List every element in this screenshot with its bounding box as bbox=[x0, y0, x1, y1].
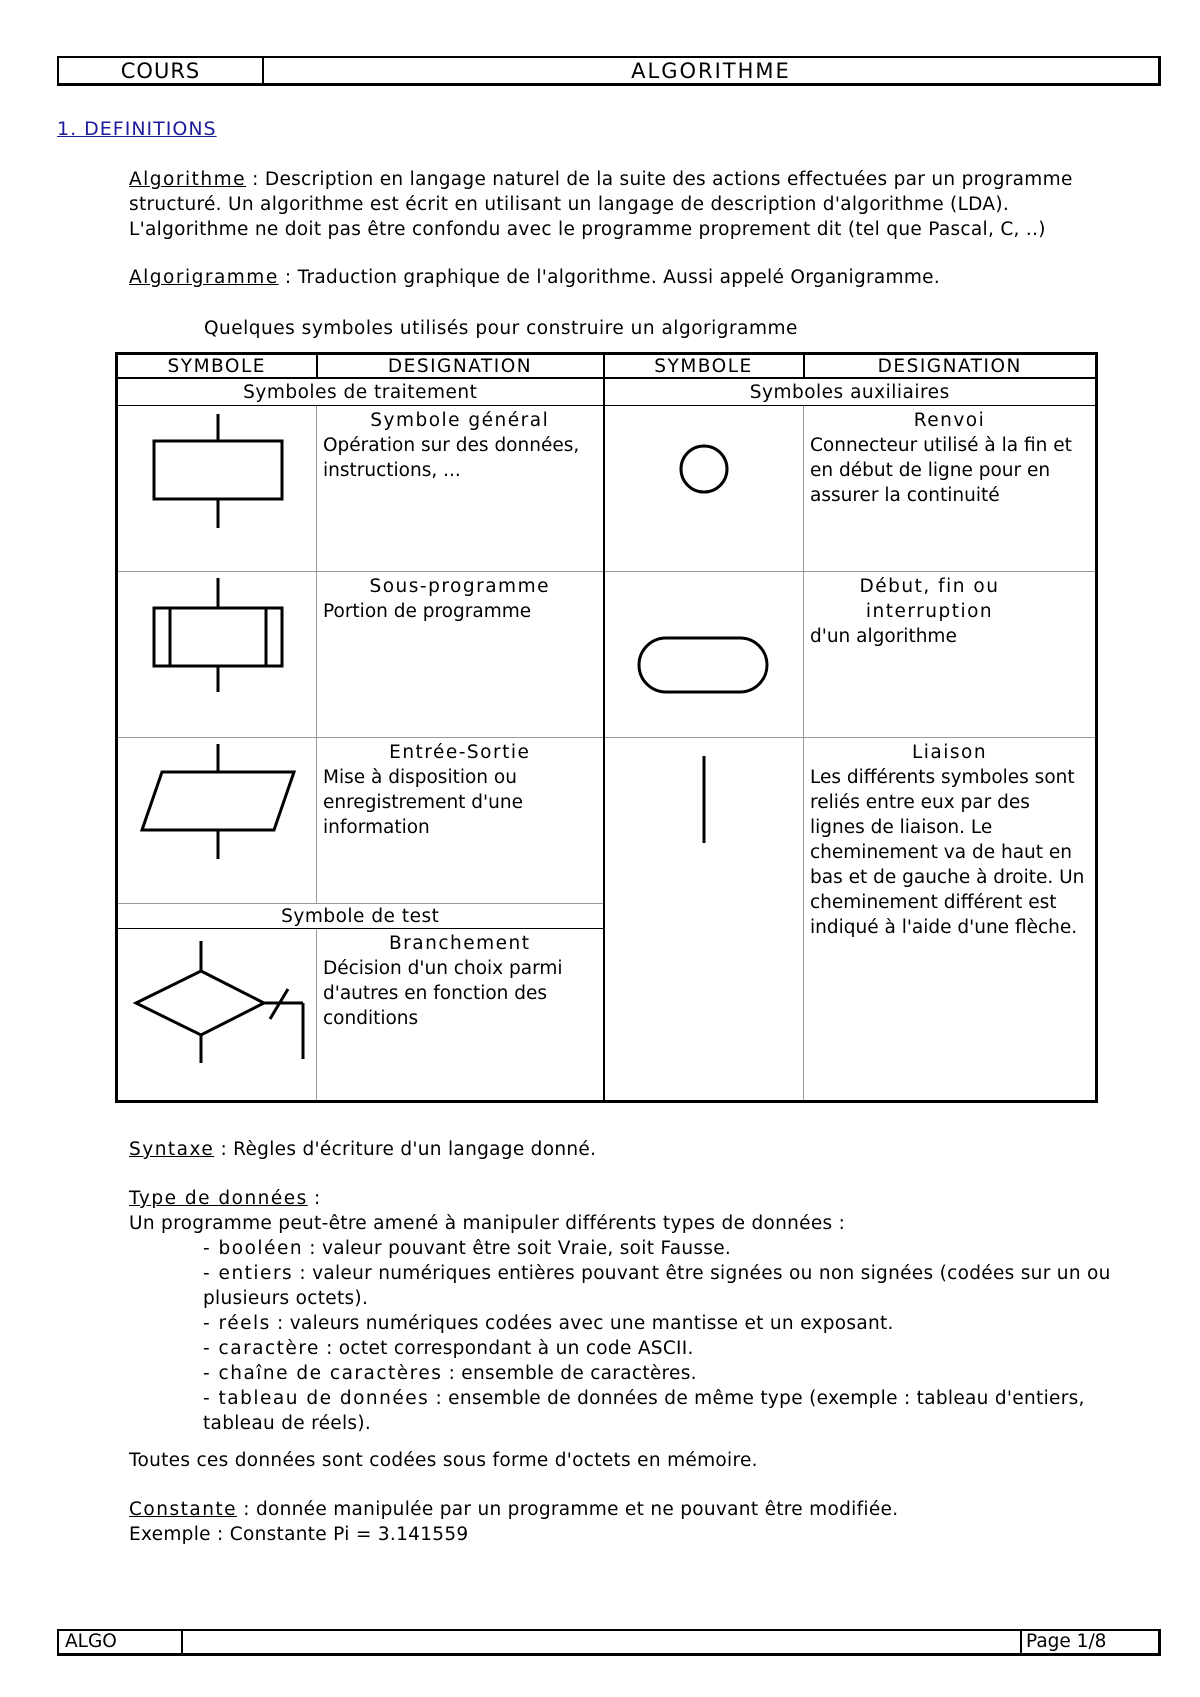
type-desc: : valeurs numériques codées avec une mantisse et un exposant. bbox=[270, 1313, 894, 1334]
header-designation-right: DESIGNATION bbox=[804, 354, 1097, 379]
constante-example: Exemple : Constante Pi = 3.141559 bbox=[129, 1524, 469, 1545]
type-item-booleen bbox=[129, 1236, 1149, 1261]
types-intro: Un programme peut-être amené à manipuler différents types de données : bbox=[129, 1213, 846, 1234]
syntaxe-definition bbox=[129, 1137, 1149, 1162]
sous-programme-shape bbox=[117, 572, 317, 738]
header-bar bbox=[57, 56, 1161, 86]
group-test: Symbole de test bbox=[117, 904, 604, 929]
group-auxiliaires: Symboles auxiliaires bbox=[604, 378, 1097, 406]
footer-label: ALGO bbox=[59, 1631, 183, 1653]
syntaxe-term: Syntaxe bbox=[129, 1139, 215, 1160]
liaison-desc bbox=[804, 738, 1097, 1102]
type-item-entiers bbox=[129, 1261, 1149, 1311]
type-desc: : valeur numériques entières pouvant être signées ou non signées (codées sur un ou plusieurs octets). bbox=[203, 1263, 1111, 1309]
symbole-general-desc bbox=[317, 406, 604, 572]
type-item-caractere bbox=[129, 1336, 1149, 1361]
entree-sortie-text: Mise à disposition ou enregistrement d'une information bbox=[323, 767, 523, 838]
symbole-general-title: Symbole général bbox=[370, 410, 550, 431]
types-definition bbox=[129, 1186, 1149, 1436]
page-number: Page 1/8 bbox=[1026, 1631, 1107, 1652]
type-name: - tableau de données bbox=[203, 1388, 430, 1409]
type-desc: : ensemble de données de même type (exemple : tableau d'entiers, tableau de réels). bbox=[203, 1388, 1085, 1434]
debut-fin-title: Début, fin ou interruption bbox=[859, 576, 1000, 622]
table-caption: Quelques symboles utilisés pour construire un algorigramme bbox=[204, 318, 798, 339]
algorithme-line2: structuré. Un algorithme est écrit en utilisant un langage de description d'algorithme (LDA). bbox=[129, 194, 1010, 215]
syntaxe-text: : Règles d'écriture d'un langage donné. bbox=[214, 1139, 597, 1160]
algorigramme-definition bbox=[129, 265, 1149, 290]
footer-middle bbox=[183, 1631, 1022, 1653]
types-term: Type de données bbox=[129, 1188, 308, 1209]
algorithme-line1: : Description en langage naturel de la suite des actions effectuées par un programme bbox=[246, 169, 1073, 190]
algorigramme-term: Algorigramme bbox=[129, 267, 279, 288]
type-item-tableau bbox=[129, 1386, 1149, 1436]
algorigramme-text: : Traduction graphique de l'algorithme. Aussi appelé Organigramme. bbox=[278, 267, 941, 288]
renvoi-text: Connecteur utilisé à la fin et en début de ligne pour en assurer la continuité bbox=[810, 435, 1072, 506]
type-item-reels bbox=[129, 1311, 1149, 1336]
type-name: - booléen bbox=[203, 1238, 304, 1259]
branchement-text: Décision d'un choix parmi d'autres en fonction des conditions bbox=[323, 958, 563, 1029]
renvoi-title: Renvoi bbox=[913, 410, 986, 431]
footer-bar bbox=[57, 1629, 1161, 1656]
type-desc: : octet correspondant à un code ASCII. bbox=[319, 1338, 694, 1359]
symbol-table bbox=[115, 352, 1098, 1103]
algorithme-definition bbox=[129, 167, 1149, 242]
header-designation-left: DESIGNATION bbox=[317, 354, 604, 379]
type-name: - chaîne de caractères bbox=[203, 1363, 443, 1384]
debut-fin-desc bbox=[804, 572, 1097, 738]
type-desc: : ensemble de caractères. bbox=[442, 1363, 697, 1384]
debut-fin-text: d'un algorithme bbox=[810, 626, 957, 647]
sous-programme-title: Sous-programme bbox=[369, 576, 550, 597]
types-colon: : bbox=[307, 1188, 321, 1209]
symbole-general-shape bbox=[117, 406, 317, 572]
header-symbole-right: SYMBOLE bbox=[604, 354, 804, 379]
sous-programme-desc bbox=[317, 572, 604, 738]
type-name: - réels bbox=[203, 1313, 271, 1334]
entree-sortie-desc bbox=[317, 738, 604, 904]
branchement-desc bbox=[317, 929, 604, 1102]
debut-fin-shape bbox=[604, 572, 804, 738]
algorithme-line3: L'algorithme ne doit pas être confondu avec le programme proprement dit (tel que Pascal, C, ..) bbox=[129, 219, 1046, 240]
type-name: - entiers bbox=[203, 1263, 294, 1284]
constante-text: : donnée manipulée par un programme et ne pouvant être modifiée. bbox=[237, 1499, 899, 1520]
type-desc: : valeur pouvant être soit Vraie, soit Fausse. bbox=[303, 1238, 732, 1259]
header-course-label: COURS bbox=[59, 58, 264, 83]
renvoi-shape bbox=[604, 406, 804, 572]
branchement-title: Branchement bbox=[388, 933, 531, 954]
liaison-text: Les différents symboles sont reliés entre eux par des lignes de liaison. Le cheminement va de haut en bas et de gauche à droite. Un cheminement différent est indiqué à l'aide d'une flèche. bbox=[810, 767, 1085, 938]
entree-sortie-shape bbox=[117, 738, 317, 904]
type-name: - caractère bbox=[203, 1338, 320, 1359]
group-traitement: Symboles de traitement bbox=[117, 378, 604, 406]
liaison-shape bbox=[604, 738, 804, 1102]
liaison-title: Liaison bbox=[911, 742, 988, 763]
branchement-shape bbox=[117, 929, 317, 1102]
algorithme-term: Algorithme bbox=[129, 169, 246, 190]
renvoi-desc bbox=[804, 406, 1097, 572]
entree-sortie-title: Entrée-Sortie bbox=[389, 742, 531, 763]
type-item-chaine bbox=[129, 1361, 1149, 1386]
section-title: 1. DEFINITIONS bbox=[57, 118, 217, 140]
sous-programme-text: Portion de programme bbox=[323, 601, 532, 622]
constante-term: Constante bbox=[129, 1499, 238, 1520]
types-summary: Toutes ces données sont codées sous forme d'octets en mémoire. bbox=[129, 1450, 758, 1471]
header-symbole-left: SYMBOLE bbox=[117, 354, 317, 379]
symbole-general-text: Opération sur des données, instructions, ... bbox=[323, 435, 580, 481]
header-title: ALGORITHME bbox=[631, 59, 791, 83]
constante-definition bbox=[129, 1497, 1149, 1547]
